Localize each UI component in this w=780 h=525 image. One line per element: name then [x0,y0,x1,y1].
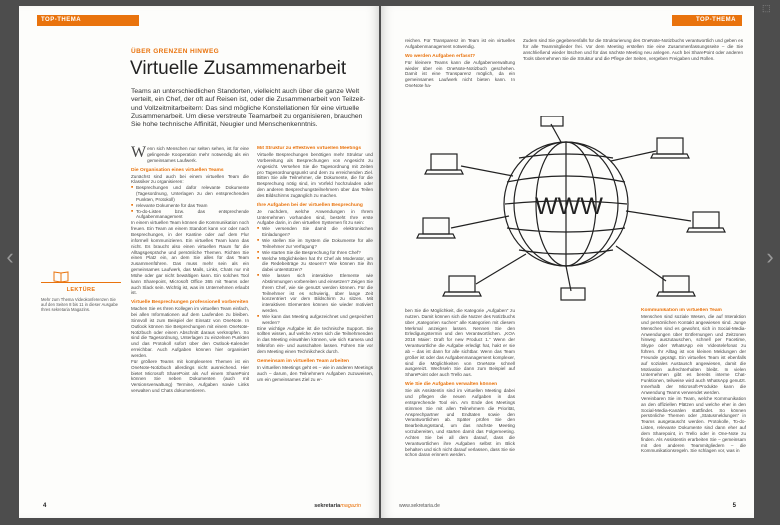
brand-name: sekretaria [314,503,341,509]
paragraph: Machen Sie es Ihren Kollegen im virtuellen Team einfach, bei allen Informationen auf dem Laufenden zu bleiben. Sinnvoll ist zum Beispiel der Einsatz von OneNote. In Outlook können Sie Besprechungen mit einem OneNote-Notizbuch oder einem Abschnitt daraus verknüpfen. So sind die Tagesordnung, Unterlagen zu einzelnen Punkten und das Protokoll sofort über den Outlook-Kalender erreichbar. Auch Aufgaben können hier organisiert werden. [131,306,249,358]
paragraph: Zunächst sind auch bei einem virtuellen Team die Klassiker zu organisieren: [131,173,249,185]
article-column-3 [405,38,515,118]
subheading: Kommunikation im virtuellen Team [641,308,722,313]
article-column-2 [257,146,373,506]
subheading: Wie Sie die Aufgaben verwalten können [405,382,498,388]
website-url: www.sekretaria.de [399,503,440,509]
expand-icon[interactable]: ⬚ [762,3,771,13]
next-page-arrow-icon[interactable]: › [766,244,774,269]
list-item: ■ Welche Möglichkeiten hat Ihr Chef als Moderator, um die Redebeiträge zu steuern? Wie können Sie ihn dabei unterstützen? [257,256,373,274]
bullet-list [131,185,249,220]
paragraph: In virtuellen Meetings geht es – wie in anderen Meetings auch – darum, den Teilnehmern Aufgaben zuzuweisen, um ein gemeinsames Ziel zu er- [257,364,373,382]
paragraph: ben Sie die Möglichkeit, die Kategorie „Aufgaben“ zu nutzen. Damit können sich die Nutzer des Notizbuchs über „Kategorien suchen“ alle Kategorien mit diesem Merkmal anzeigen lassen. Nennen Sie den Erledigungstermin und den Verantwortlichen. „KOA 2018 Maier: Draft for new Product 1.“ Wenn der Verantwortliche die Aufgabe erledigt hat, hakt er sie ab – das ist dann für alle sichtbar. Wenn das Team größer ist oder das Aufgabenmanagement komplexer, sind die Möglichkeiten von OneNote schnell ausgereizt. Wechseln Sie dann zum Beispiel auf SharePoint oder auch Trello aus. [405,308,515,378]
left-page [19,6,379,518]
paragraph: Zudem sind Sie gegebenenfalls für die Strukturierung des OneNote-Notizbuchs verantwortlich und geben es für alle Teammitglieder frei. Vor dem Meeting erstellen Sie eine Zusammenfassungsseite – die Sie anschließend wieder löschen und für das nächste Meeting neu anlegen. Auch bei SharePoint oder anderen Tools übernehmen Sie die Struktur und die Pflege der Seiten, vergeben Freigaben und Rollen. [523,38,743,61]
subheading: Ihre Aufgaben bei der virtuellen Besprechung [257,202,363,208]
subheading: Die Organisation eines virtuellen Teams [131,167,224,173]
paragraph: In einem virtuellen Team können die Kommunikation noch freuen. Ein Team an einem Standort kann vor oder nach Besprechungen, in der Kantine oder auf dem Flur informell kommunizieren. Ein virtuelles Team kann das nicht. Es braucht also einen virtuellen Raum für die Alltagsgespräche und persönliche Themen. Richten Sie einen Platz ein, an dem Sie alles für das Team zusammenführen. Das muss mehr sein als ein gemeinsames Laufwerk, das Mails, Links, Chats nur mit Mühe oder gar nicht bewältigen kann. Ein solches Tool kann Sharepoint, Microsoft Office 365 mit Teams oder auch Slack sein. Wichtig ist, was im Unternehmen erlaubt ist. [131,220,249,296]
kicker: ÜBER GRENZEN HINWEG [131,48,220,55]
paragraph: Für größere Teams mit komplexeren Themen ist ein OneNote-Notizbuch allerdings nicht ausreichend. Hier bietet Microsoft SharePoint als Auf einem SharePoint können Sie neben Dokumenten (auch mit Versionsverwaltung) Termine, Aufgaben sowie Links verwalten und Chats dokumentieren. [131,358,249,394]
magazine-brand [314,503,361,509]
paragraph: Menschen sind soziale Wesen, die auf Interaktion und persönlichen Kontakt angewiesen sind. Junge Menschen sind es gewohnt, sich in Social-Media-Anwendungen über Entfernungen und Zeitzonen hinweg auszutauschen, schnell per Facetime, Skype oder WhatsApp ein Videotelefonat zu führen. Ihr Alltag ist von kleinen Meldungen der Freunde geprägt. Ein virtuelles Team ist ebenfalls auf soziales Austausch angewiesen, damit die Motivation aufrechterhalten bleibt. In vielen Unternehmen gibt es bereits interne Chat-Funktionen, teilweise wird auch WhatsApp genutzt. Innerhalb der Microsoft-Produkte kann die Anwendung Teams verwendet werden. [641,314,746,395]
right-page [381,6,754,518]
list-item: ■ Wie starten Sie die Besprechung für Ihren Chef? [257,250,373,256]
article-column-7 [641,308,746,503]
sidebar-text: Mehr zum Thema Videokonferenzen Sie auf den Seiten 8 bis 11 in dieser Ausgabe Ihres sekretaria Magazins. [41,297,118,313]
intro-paragraph: enn sich Menschen nur selten sehen, ist für eine gelingende Kooperation mehr notwendig als ein gemeinsames Laufwerk. [147,146,249,163]
article-column-5 [523,38,743,108]
www-label: WWW [535,193,603,220]
list-item: ■ Wie stellen Sie im System die Dokumente für alle Teilnehmer zur Verfügung? [257,238,373,250]
page-number: 4 [43,503,47,509]
subheading: Gemeinsam im virtuellen Team arbeiten [257,358,350,364]
book-icon [53,270,69,282]
article-column-6 [405,308,515,503]
paragraph: Je nachdem, welche Anwendungen in Ihrem Unternehmen vorhanden sind, besteht Ihre erste Aufgabe darin, in den virtuellen Systemen fit zu sein: [257,208,373,226]
network-globe-illustration [401,116,746,306]
paragraph: Für kleinere Teams kann die Aufgabenverwaltung wieder über ein OneNote-Notizbuch geschehen. Damit ist eine Transparenz möglich, da ein gemeinsames Laufwerk nicht bieten kann. In OneNote ha- [405,59,515,89]
list-item: ■ Wie kann das Meeting aufgezeichnet und gespeichert werden? [257,314,373,326]
paragraph: Vereinbaren Sie im Team, welche Kommunikation an den offiziellen Plätzen und welche eher in den Social-Media-Kanälen stattfindet. So können persönliche Themen oder „Statusmeldungen“ in Teams ausgetauscht werden. Protokolle, To-do-Listen, relevante Dokumente sind dann eher auf dem Sharepoint, in Trello oder in One-Note zu finden. Als Assistentin erarbeiten Sie – gemeinsam mit den anderen Teammitgliedern – die Kommunikationsregeln. Sie schlagen vor, was in [641,395,746,454]
paragraph: reichen. Für Transparenz im Team ist ein virtuelles Aufgabenmanagement notwendig. [405,38,515,49]
subheading: Wo werden Aufgaben erfasst? [405,53,476,59]
list-item: ■ Wie versenden Sie damit die elektronischen Einladungen? [257,226,373,238]
section-tag: TOP-THEMA [37,15,139,26]
list-item: ■ Wie lassen sich interaktive Elemente wie Abstimmungen vorbereiten und einsetzen? Zeigen Sie Ihrem Chef, wie sie genutzt werden können. Für die Teilnehmer ist es schwierig, über lange Zeit konzentriert vor dem Bildschirm zu sitzen. Mit interaktiven Elementen können sie wieder motiviert werden. [257,273,373,314]
paragraph: Eine wichtige Aufgabe ist die technische Support. Sie sollten wissen, auf welche Arten sich die Teilnehmenden in das Meeting einwählen können, wie sich Kamera und Mikrofon ein- und ausschalten lassen. Führen Sie vor dem Meeting einen Technikcheck durch. [257,325,373,354]
subheading: Mit Struktur zu effektiven virtuellen Meetings [257,146,362,151]
article-lead: Teams an unterschiedlichen Standorten, vielleicht auch über die ganze Welt verteilt, ein Chef, der oft auf Reisen ist, oder die Zusammenarbeit von Teilzeit- und Vollzeitmitarbeitern: Das sind mögliche Konstellationen für eine virtuelle Zusammenarbeit. Um diese verstreute Teamarbeit zu organisieren, brauchen Sie hohe technische Affinität, Neugier und Menschenkenntnis. [131,88,366,129]
article-headline: Virtuelle Zusammenarbeit [130,58,347,79]
paragraph: Virtuelle Besprechungen benötigen mehr Struktur und Vorbereitung als Besprechungen von Angesicht zu Angesicht. Versehen Sie die Tagesordnung mit Zeiten pro Tagesordnungspunkt und dem zu erreichenden Ziel. Bitten Sie alle Teilnehmer, die Dokumente, die für die Besprechung nötig sind, im Vorfeld hochzuladen oder den anderen Besprechungsteilnehmern über das Teilen des Bildschirms zugänglich zu machen. [257,152,373,198]
bullet-list [257,226,373,325]
section-tag: TOP-THEMA [672,15,742,26]
list-item: ■ Besprechungen und dafür relevante Dokumente (Tagesordnung, Unterlagen zu den entsprechenden Punkten, Protokoll) [131,185,249,203]
article-column-1 [131,146,249,506]
dropcap: W [131,146,147,161]
previous-page-arrow-icon[interactable]: ‹ [6,244,14,269]
page-number: 5 [732,503,736,509]
list-item: ■ To-do-Listen bzw. das entsprechende Aufgabenmanagement [131,209,249,221]
sidebar-title: LEKTÜRE [66,287,96,293]
paragraph: Sie als Assistentin sind im virtuellen Meeting dabei und pflegen die neuen Aufgaben in das entsprechende Tool ein. Am Ende des Meetings stimmen Sie mit allen Teilnehmern die Priorität, Ansprechpartner und Endtaten sowie den Verantwortlichen ab. Später prüfen Sie den Bearbeitungsstand, um das nächste Meeting vorzubereiten, und starten damit das Folgemeeting. Achten Sie bei all dem darauf, dass die Verantwortlichen ihre Aufgaben selbst im Blick behalten und sich nicht darauf verlassen, dass Sie sie schon daran erinnern werden. [405,388,515,458]
brand-accent: magazin [340,503,361,509]
list-item: ■ relevante Dokumente für das Team [131,203,249,209]
subheading: Virtuelle Besprechungen professionell vorbereiten [131,300,249,306]
